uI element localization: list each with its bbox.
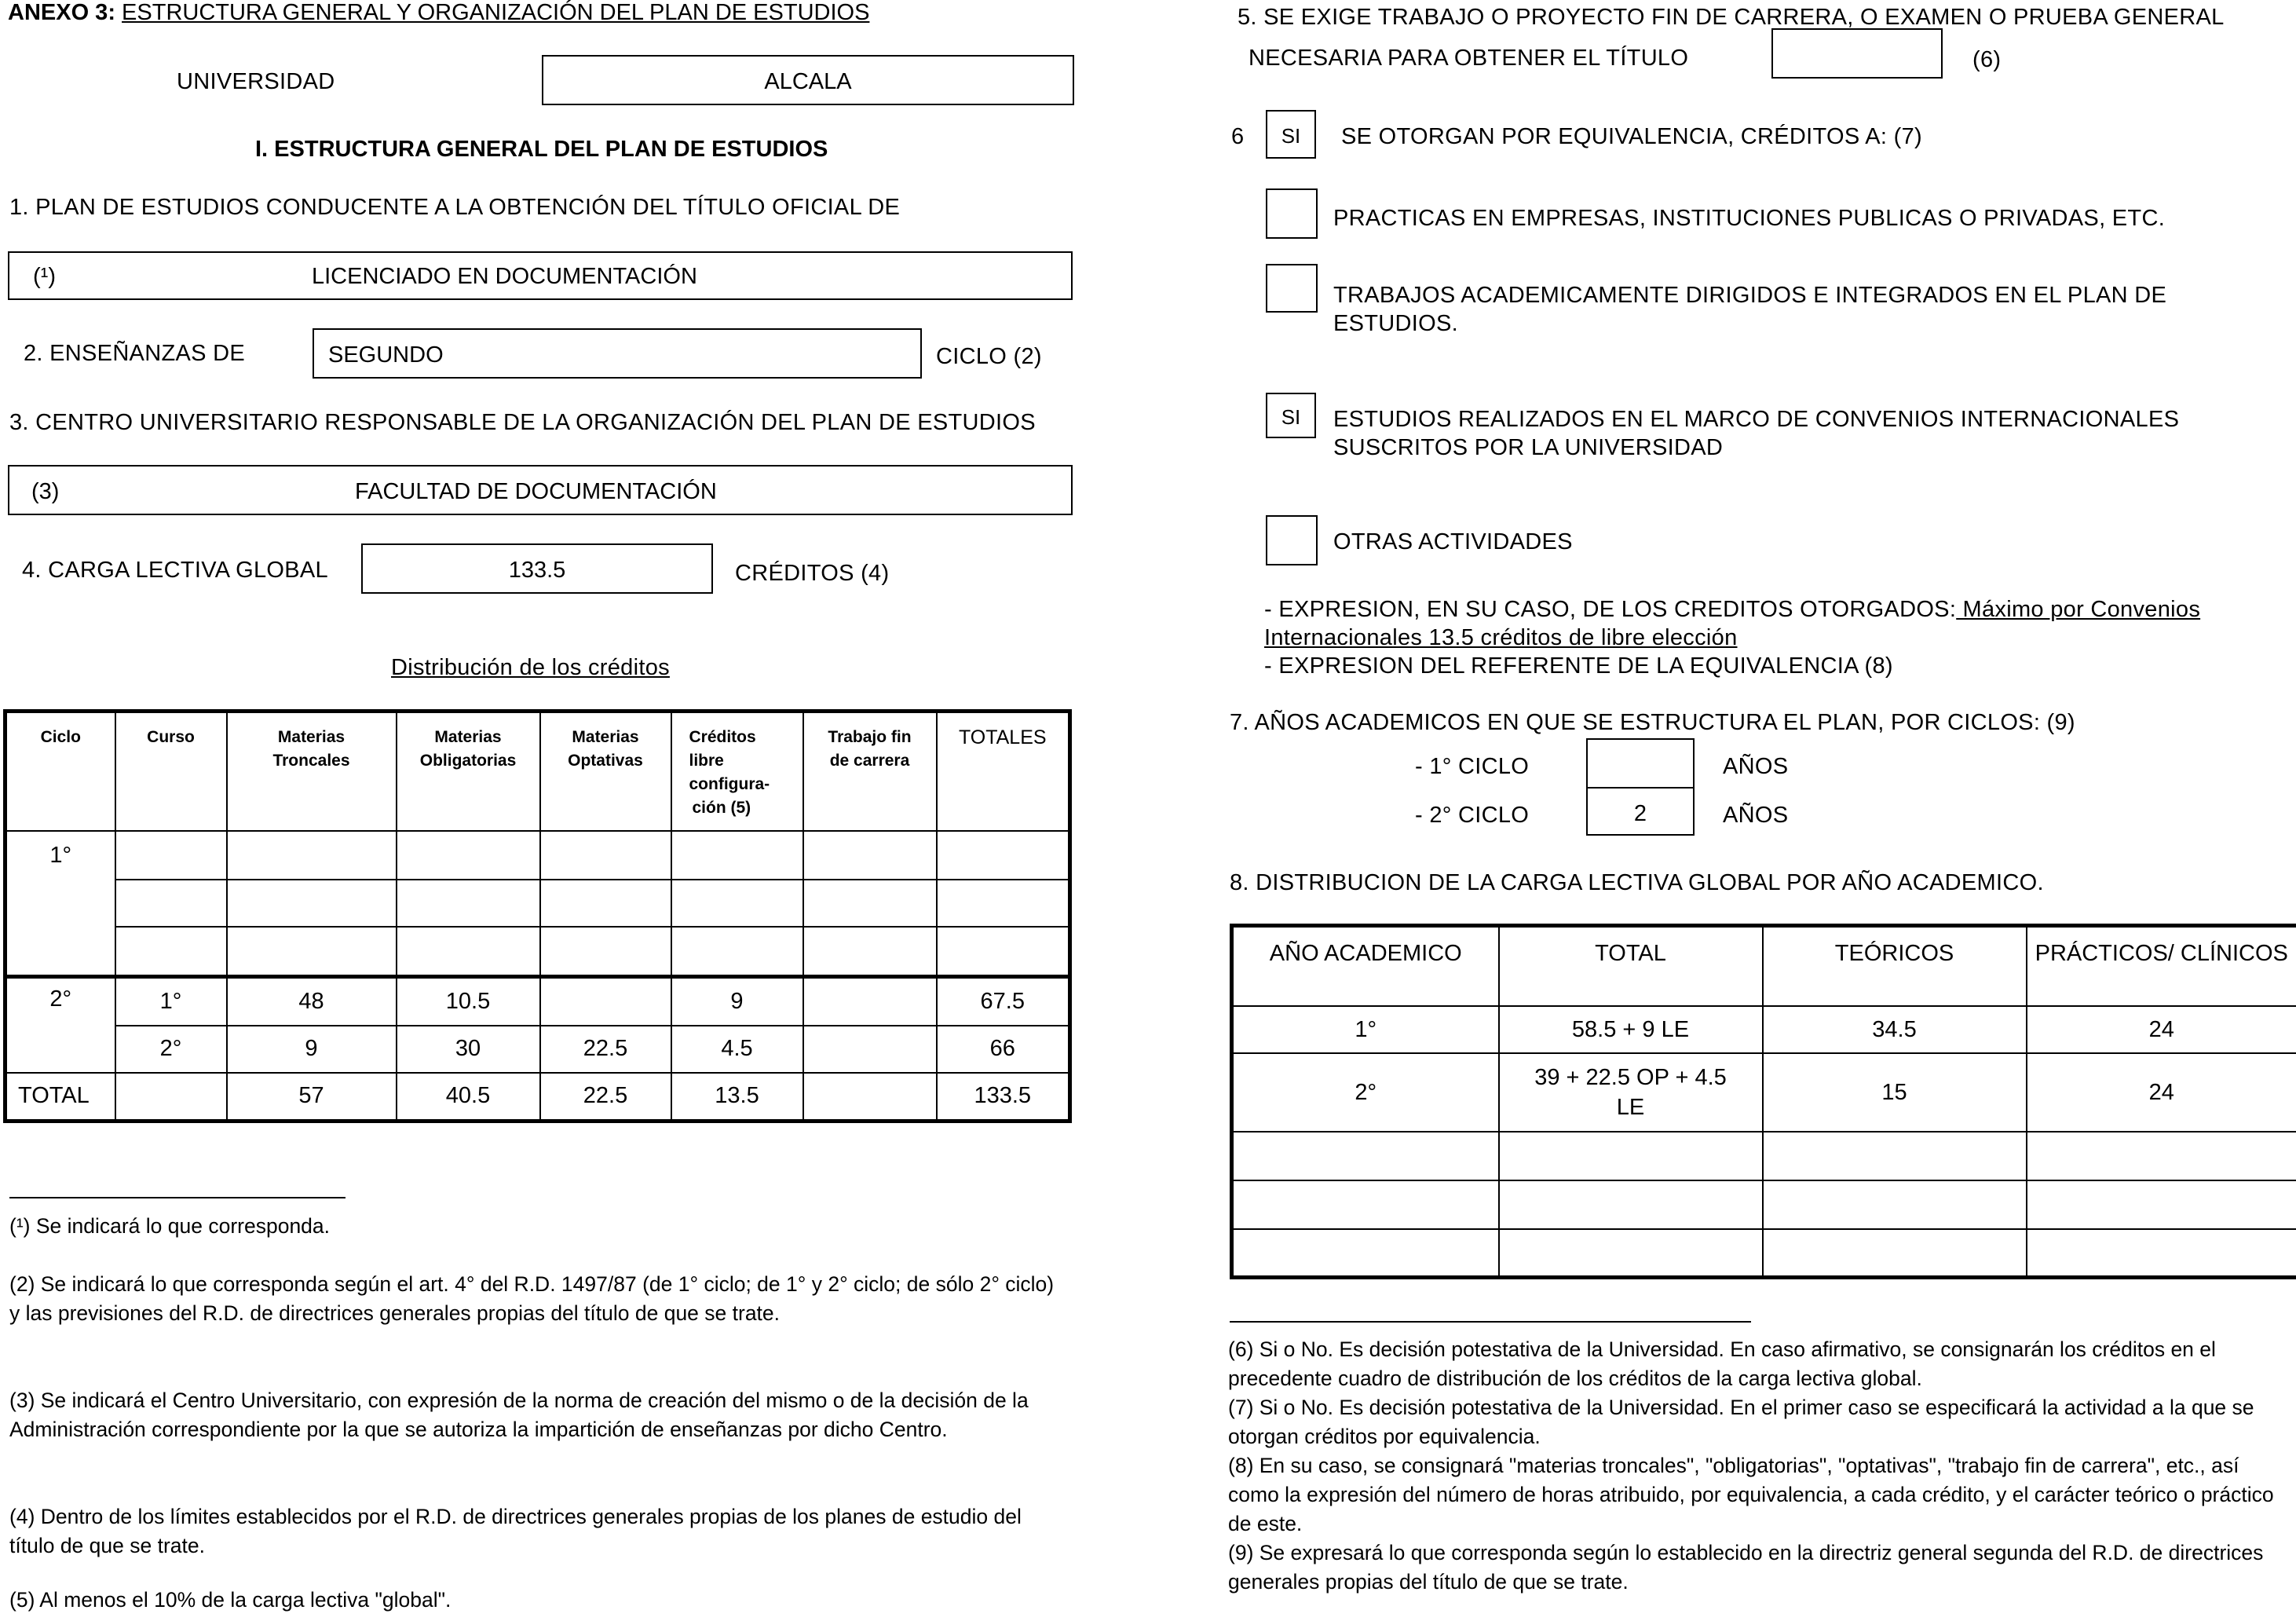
header-optativas: Materias Optativas	[540, 712, 671, 831]
center-field[interactable]	[8, 465, 1073, 515]
credits-distribution-table	[3, 709, 1072, 1123]
footnote-9: (9) Se expresará lo que corresponda según lo establecido en la directriz general segunda del R.D. de directrices generales propias del título de que se trate.	[1228, 1541, 2264, 1594]
q2-suffix: CICLO (2)	[936, 344, 1042, 369]
footnote-7: (7) Si o No. Es decisión potestativa de la Universidad. En el primer caso se especificará la actividad a la que se otorgan créditos por equivalencia.	[1228, 1396, 2254, 1448]
ciclo-1-cell: 1°	[5, 831, 115, 977]
annex-header	[8, 0, 869, 26]
header-practicos: PRÁCTICOS/ CLÍNICOS	[2027, 926, 2296, 1006]
cycle-field[interactable]	[313, 328, 922, 379]
annex-title: ESTRUCTURA GENERAL Y ORGANIZACIÓN DEL PLAN DE ESTUDIOS	[122, 0, 870, 25]
years-box-divider	[1588, 787, 1693, 789]
center-note: (3)	[31, 479, 60, 504]
credits-expression-value-1: Máximo por Convenios	[1956, 597, 2201, 622]
table-row: 1° 58.5 + 9 LE 34.5 24	[1232, 1006, 2296, 1053]
header-libre-configuracion: Créditos libre configura- ción (5)	[671, 712, 803, 831]
cycle-1-label: - 1° CICLO	[1415, 754, 1530, 779]
degree-title-value: LICENCIADO EN DOCUMENTACIÓN	[312, 264, 697, 289]
university-field[interactable]	[542, 55, 1074, 105]
annex-label: ANEXO 3:	[8, 0, 115, 25]
option-trabajos-label: TRABAJOS ACADEMICAMENTE DIRIGIDOS E INTEGRADOS EN EL PLAN DE ESTUDIOS.	[1333, 283, 2167, 336]
header-teoricos: TEÓRICOS	[1763, 926, 2027, 1006]
header-total: TOTAL	[1499, 926, 1763, 1006]
center-value: FACULTAD DE DOCUMENTACIÓN	[355, 479, 717, 504]
footnote-divider-right	[1230, 1321, 1751, 1323]
header-curso: Curso	[115, 712, 227, 831]
cycle-2-unit: AÑOS	[1723, 803, 1789, 828]
credits-table-caption: Distribución de los créditos	[391, 655, 670, 680]
cycle-2-label: - 2° CICLO	[1415, 803, 1530, 828]
q1-label: 1. PLAN DE ESTUDIOS CONDUCENTE A LA OBTENCIÓN DEL TÍTULO OFICIAL DE	[9, 195, 901, 220]
option-otras-checkbox[interactable]	[1266, 515, 1318, 565]
degree-title-field[interactable]	[8, 251, 1073, 300]
annual-load-header-row	[1232, 926, 2296, 1006]
credits-expression-label: - EXPRESION, EN SU CASO, DE LOS CREDITOS OTORGADOS:	[1264, 597, 1957, 622]
footnote-3: (3) Se indicará el Centro Universitario, con expresión de la norma de creación del mismo o de la decisión de la Administración correspondiente por la que se autoriza la impartición de enseñanzas por dicho Centro.	[9, 1389, 1029, 1441]
total-label: TOTAL	[5, 1073, 115, 1122]
cycle-2-years-value[interactable]: 2	[1633, 801, 1647, 826]
option-convenios-label: ESTUDIOS REALIZADOS EN EL MARCO DE CONVENIOS INTERNACIONALES SUSCRITOS POR LA UNIVERSIDAD	[1333, 407, 2180, 460]
footnote-5: (5) Al menos el 10% de la carga lectiva "global".	[9, 1588, 452, 1612]
q7-label: 7. AÑOS ACADEMICOS EN QUE SE ESTRUCTURA EL PLAN, POR CICLOS: (9)	[1230, 710, 2075, 735]
option-practicas-checkbox[interactable]	[1266, 188, 1318, 239]
credits-header-row	[5, 712, 1070, 831]
table-row	[5, 880, 1070, 927]
degree-title-note: (¹)	[33, 264, 56, 289]
header-totales: TOTALES	[937, 712, 1070, 831]
equivalence-credits-field[interactable]: SI	[1266, 110, 1316, 159]
university-value: ALCALA	[764, 69, 852, 94]
footnote-4: (4) Dentro de los límites establecidos por el R.D. de directrices generales propias de los planes de estudio del título de que se trate.	[9, 1505, 1022, 1557]
header-ciclo: Ciclo	[5, 712, 115, 831]
q4-label: 4. CARGA LECTIVA GLOBAL	[22, 558, 328, 583]
table-row: 2° 1° 48 10.5 9 67.5	[5, 977, 1070, 1026]
global-load-field[interactable]	[361, 543, 713, 594]
option-convenios-checkbox[interactable]: SI	[1266, 393, 1316, 438]
table-row	[5, 831, 1070, 880]
footnote-2: (2) Se indicará lo que corresponda según el art. 4° del R.D. 1497/87 (de 1° ciclo; de 1° y 2° ciclo; de sólo 2° ciclo) y las previsiones del R.D. de directrices generales propias del título de que se trate.	[9, 1272, 1055, 1325]
header-troncales: Materias Troncales	[227, 712, 397, 831]
q5-label-line1: 5. SE EXIGE TRABAJO O PROYECTO FIN DE CARRERA, O EXAMEN O PRUEBA GENERAL	[1238, 5, 2225, 30]
total-row: TOTAL 57 40.5 22.5 13.5 133.5	[5, 1073, 1070, 1122]
section-title: I. ESTRUCTURA GENERAL DEL PLAN DE ESTUDIOS	[255, 137, 828, 162]
university-label: UNIVERSIDAD	[177, 69, 335, 94]
table-row	[1232, 1180, 2296, 1229]
credits-expression	[1264, 597, 2200, 623]
global-load-value: 133.5	[508, 558, 566, 583]
footnote-divider-left	[9, 1197, 345, 1198]
header-obligatorias: Materias Obligatorias	[397, 712, 540, 831]
q5-suffix: (6)	[1972, 47, 2002, 72]
footnote-8: (8) En su caso, se consignará "materias troncales", "obligatorias", "optativas", "trabajo fin de carrera", etc., así como la expresión del número de horas atribuido, por equivalencia, a cada crédito, y el carácter teórico o práctico de este.	[1228, 1454, 2274, 1535]
ciclo-2-cell: 2°	[5, 977, 115, 1073]
years-box	[1586, 738, 1695, 836]
q8-label: 8. DISTRIBUCION DE LA CARGA LECTIVA GLOBAL POR AÑO ACADEMICO.	[1230, 870, 2044, 895]
header-ano-academico: AÑO ACADEMICO	[1232, 926, 1499, 1006]
table-row: 2° 39 + 22.5 OP + 4.5 LE 15 24	[1232, 1053, 2296, 1132]
credits-expression-value-2: Internacionales 13.5 créditos de libre elección	[1264, 625, 1738, 650]
table-row	[1232, 1132, 2296, 1180]
q2-label: 2. ENSEÑANZAS DE	[24, 341, 245, 366]
q6-label: SE OTORGAN POR EQUIVALENCIA, CRÉDITOS A: (7)	[1341, 124, 1922, 149]
q3-label: 3. CENTRO UNIVERSITARIO RESPONSABLE DE LA ORGANIZACIÓN DEL PLAN DE ESTUDIOS	[9, 410, 1036, 435]
table-row	[5, 927, 1070, 977]
table-row	[1232, 1229, 2296, 1278]
option-trabajos-checkbox[interactable]	[1266, 264, 1318, 313]
q5-label-line2: NECESARIA PARA OBTENER EL TÍTULO	[1249, 46, 1689, 71]
q4-suffix: CRÉDITOS (4)	[735, 561, 890, 586]
q6-number: 6	[1231, 124, 1245, 149]
equivalence-referent-label: - EXPRESION DEL REFERENTE DE LA EQUIVALENCIA (8)	[1264, 653, 1893, 679]
header-trabajo-fin-carrera: Trabajo fin de carrera	[803, 712, 937, 831]
table-row: 2° 9 30 22.5 4.5 66	[5, 1026, 1070, 1073]
footnote-1: (¹) Se indicará lo que corresponda.	[9, 1214, 331, 1238]
cycle-1-unit: AÑOS	[1723, 754, 1789, 779]
annual-load-table	[1230, 924, 2296, 1279]
cycle-value: SEGUNDO	[328, 342, 444, 368]
footnote-6: (6) Si o No. Es decisión potestativa de la Universidad. En caso afirmativo, se consignarán los créditos en el precedente cuadro de distribución de los créditos de la carga lectiva global.	[1228, 1337, 2216, 1390]
option-otras-label: OTRAS ACTIVIDADES	[1333, 529, 1573, 554]
final-project-field[interactable]	[1771, 28, 1943, 79]
option-practicas-label: PRACTICAS EN EMPRESAS, INSTITUCIONES PUBLICAS O PRIVADAS, ETC.	[1333, 206, 2166, 231]
